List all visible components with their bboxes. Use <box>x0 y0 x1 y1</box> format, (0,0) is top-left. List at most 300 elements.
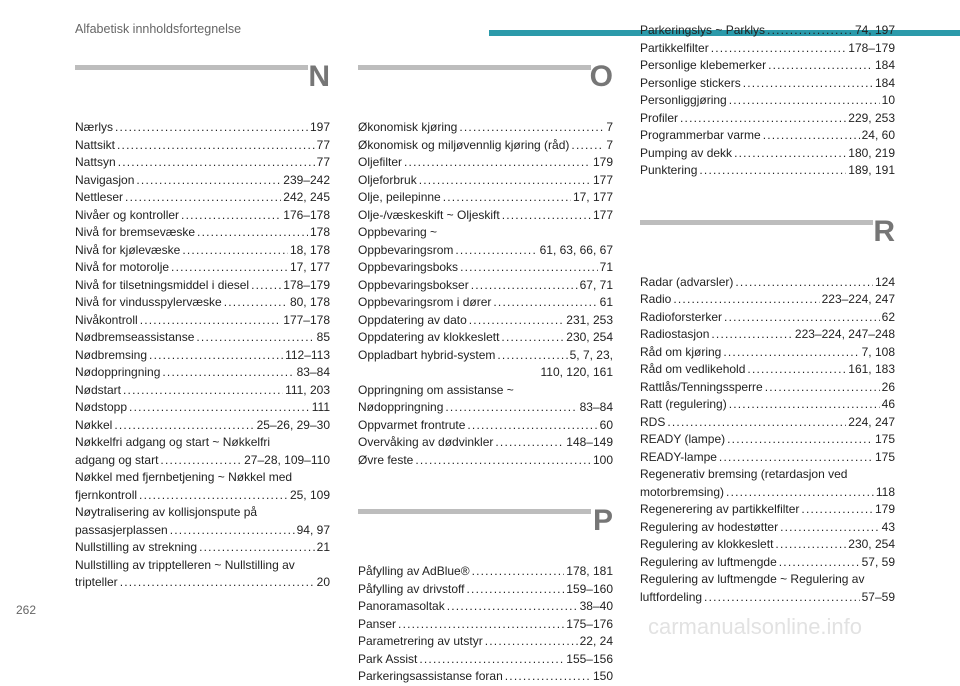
index-entry <box>358 651 613 669</box>
entry-row <box>358 172 613 190</box>
entry-pages: 85 <box>316 330 330 344</box>
index-entry-list <box>75 119 330 592</box>
entry-row <box>358 347 613 365</box>
entry-leader-dots <box>419 651 564 669</box>
entry-pages: 60 <box>599 417 613 432</box>
entry-row <box>640 396 895 414</box>
entry-leader-dots <box>711 40 847 58</box>
watermark: carmanualsonline.info <box>648 614 863 639</box>
entry-pages-continued: 110, 120, 161 <box>540 365 613 379</box>
index-entry <box>75 399 330 417</box>
entry-leader-dots <box>125 189 281 207</box>
entry-text: Nivåer og kontroller <box>75 207 180 222</box>
index-entry <box>75 364 330 382</box>
index-entry <box>358 616 613 634</box>
index-entry <box>640 571 895 606</box>
entry-pages: 230, 254 <box>566 330 613 344</box>
entry-row <box>75 347 330 365</box>
entry-row <box>75 207 330 225</box>
entry-row <box>640 57 895 75</box>
entry-pages: 62 <box>881 309 895 324</box>
entry-leader-dots <box>571 137 604 155</box>
entry-pages: 111, 203 <box>285 382 330 397</box>
entry-pages: 184 <box>874 58 895 72</box>
entry-row <box>358 668 613 686</box>
entry-heading-line: Regenerativ bremsing (retardasjon ved <box>640 467 848 481</box>
entry-row <box>75 259 330 277</box>
entry-row <box>358 452 613 470</box>
entry-text: Nivå for kjølevæske <box>75 242 181 257</box>
section-header <box>358 504 613 563</box>
entry-pages: 242, 245 <box>283 190 330 204</box>
entry-text: Nødbremsing <box>75 347 148 362</box>
entry-leader-dots <box>775 536 846 554</box>
index-entry <box>640 92 895 110</box>
entry-row <box>640 449 895 467</box>
index-entry <box>75 557 330 592</box>
entry-text: Påfylling av drivstoff <box>358 581 465 596</box>
entry-row <box>75 574 330 592</box>
index-entry <box>640 414 895 432</box>
entry-text: luftfordeling <box>640 589 703 604</box>
index-entry <box>358 452 613 470</box>
entry-text: Partikkelfilter <box>640 40 709 55</box>
entry-leader-dots <box>251 277 281 295</box>
entry-leader-dots <box>443 189 571 207</box>
entry-text: Økonomisk kjøring <box>358 120 458 134</box>
entry-text: passasjerplassen <box>75 522 168 537</box>
index-entry-list <box>640 274 895 607</box>
entry-pages: 189, 191 <box>848 163 895 177</box>
entry-text: Råd om vedlikehold <box>640 362 746 376</box>
index-entry <box>640 110 895 128</box>
entry-row <box>75 329 330 347</box>
entry-row <box>640 484 895 502</box>
entry-row <box>358 329 613 347</box>
entry-leader-dots <box>455 242 537 260</box>
entry-text: Profiler <box>640 110 679 125</box>
entry-row <box>640 361 895 379</box>
entry-text: Regenerering av partikkelfilter <box>640 502 800 516</box>
index-entry <box>75 172 330 190</box>
entry-heading-line: Regulering av luftmengde ~ Regulering av <box>640 572 865 586</box>
entry-leader-dots <box>495 434 564 452</box>
entry-text: Øvre feste <box>358 452 414 467</box>
entry-leader-dots <box>505 668 591 686</box>
entry-leader-dots <box>459 119 604 137</box>
entry-heading-line: Nøytralisering av kollisjonspute på <box>75 505 258 519</box>
entry-leader-dots <box>472 563 565 581</box>
entry-text: Olje-/væskeskift ~ Oljeskift <box>358 207 500 222</box>
entry-leader-dots <box>747 361 846 379</box>
entry-pages: 178, 181 <box>566 564 613 578</box>
entry-leader-dots <box>415 452 591 470</box>
index-entry <box>640 40 895 58</box>
entry-row <box>640 309 895 327</box>
entry-leader-dots <box>123 382 283 400</box>
entry-leader-dots <box>667 414 846 432</box>
entry-row <box>75 452 330 470</box>
entry-pages: 223–224, 247–248 <box>794 327 895 341</box>
entry-text: Oppbevaringsbokser <box>358 277 469 292</box>
index-section <box>640 22 895 180</box>
entry-row <box>358 189 613 207</box>
entry-text: Nærlys <box>75 120 113 134</box>
section-letter: N <box>308 60 330 93</box>
entry-text: Rattlås/Tenningssperre <box>640 379 763 394</box>
entry-row <box>75 522 330 540</box>
entry-row <box>358 259 613 277</box>
entry-pages: 150 <box>592 669 613 683</box>
entry-pages: 7 <box>606 137 613 152</box>
entry-row <box>358 563 613 581</box>
entry-leader-dots <box>139 487 288 505</box>
index-entry <box>640 127 895 145</box>
index-entry <box>358 581 613 599</box>
entry-row <box>75 312 330 330</box>
entry-row <box>640 589 895 607</box>
entry-text: Råd om kjøring <box>640 344 722 359</box>
entry-pages: 71 <box>599 260 613 274</box>
entry-text: Radioforsterker <box>640 309 723 324</box>
entry-leader-dots <box>469 312 565 330</box>
index-entry <box>358 434 613 452</box>
entry-text: Radiostasjon <box>640 327 710 341</box>
entry-leader-dots <box>726 484 874 502</box>
entry-text: Nødoppringning <box>75 365 161 379</box>
section-rule <box>358 65 591 70</box>
entry-text: Programmerbar varme <box>640 128 761 142</box>
entry-pages: 231, 253 <box>566 312 613 327</box>
index-entry <box>640 536 895 554</box>
entry-leader-dots <box>162 364 294 382</box>
entry-leader-dots <box>767 22 853 40</box>
section-rule <box>640 220 873 225</box>
entry-row <box>640 110 895 128</box>
index-entry <box>75 347 330 365</box>
entry-leader-dots <box>704 589 860 607</box>
entry-text: Oppbevaringsboks <box>358 260 459 274</box>
entry-text: Personlige stickers <box>640 75 741 90</box>
index-entry <box>640 274 895 292</box>
entry-pages: 155–156 <box>566 651 613 666</box>
entry-leader-dots <box>673 291 819 309</box>
entry-row <box>75 487 330 505</box>
entry-leader-dots <box>181 207 281 225</box>
index-entry <box>75 224 330 242</box>
index-entry <box>640 554 895 572</box>
entry-text: Oppladbart hybrid-system <box>358 347 496 362</box>
entry-leader-dots <box>719 449 873 467</box>
entry-pages: 223–224, 247 <box>821 292 895 306</box>
entry-text: Overvåking av dødvinkler <box>358 435 494 449</box>
entry-row <box>358 581 613 599</box>
section-rule <box>75 65 308 70</box>
entry-text: Navigasjon <box>75 172 135 187</box>
section-rule <box>358 509 591 514</box>
entry-leader-dots <box>497 347 567 365</box>
index-column-2 <box>358 60 613 686</box>
entry-text: RDS <box>640 414 666 429</box>
entry-text: Punktering <box>640 163 698 177</box>
index-entry <box>358 563 613 581</box>
entry-pages: 124 <box>874 274 895 289</box>
entry-row <box>75 399 330 417</box>
entry-heading-line: Oppringning om assistanse ~ <box>358 382 514 397</box>
entry-leader-dots <box>136 172 281 190</box>
entry-row <box>358 434 613 452</box>
index-entry <box>640 501 895 519</box>
index-entry <box>640 326 895 344</box>
index-entry <box>358 119 613 137</box>
index-entry <box>358 277 613 295</box>
index-entry <box>640 162 895 180</box>
entry-leader-dots <box>727 431 873 449</box>
entry-pages: 7 <box>606 120 613 134</box>
entry-pages: 100 <box>592 452 613 467</box>
entry-pages: 77 <box>316 137 330 152</box>
entry-row <box>75 119 330 137</box>
entry-leader-dots <box>460 259 598 277</box>
entry-row <box>640 291 895 309</box>
entry-pages: 175–176 <box>566 616 613 631</box>
entry-leader-dots <box>502 207 591 225</box>
index-entry <box>358 312 613 330</box>
entry-row <box>358 616 613 634</box>
entry-pages: 77 <box>316 155 330 169</box>
entry-leader-dots <box>680 110 846 128</box>
entry-text: Nødbremseassistanse <box>75 330 195 344</box>
entry-text: Nivå for vindusspylervæske <box>75 295 222 309</box>
entry-pages: 46 <box>881 397 895 411</box>
entry-row <box>640 145 895 163</box>
entry-row <box>640 431 895 449</box>
index-entry <box>75 259 330 277</box>
entry-pages: 61, 63, 66, 67 <box>539 242 613 257</box>
entry-text: Nøkkel <box>75 417 113 432</box>
entry-leader-dots <box>768 57 873 75</box>
index-entry <box>75 539 330 557</box>
entry-pages: 25–26, 29–30 <box>256 417 330 432</box>
entry-leader-dots <box>801 501 873 519</box>
entry-row <box>640 554 895 572</box>
entry-row <box>640 162 895 180</box>
entry-row <box>640 127 895 145</box>
section-header <box>640 214 895 274</box>
entry-text: Parkeringslys ~ Parklys <box>640 23 766 37</box>
entry-pages: 18, 178 <box>289 242 330 257</box>
index-entry <box>358 294 613 312</box>
index-entry <box>640 22 895 40</box>
index-entry <box>640 519 895 537</box>
entry-pages: 24, 60 <box>861 128 895 142</box>
entry-row <box>75 417 330 435</box>
entry-row <box>358 399 613 417</box>
entry-leader-dots <box>170 522 295 540</box>
index-entry <box>75 207 330 225</box>
index-entry <box>75 137 330 155</box>
entry-row <box>75 277 330 295</box>
entry-row <box>75 154 330 172</box>
entry-text: Olje, peilepinne <box>358 190 441 204</box>
entry-text: Oljefilter <box>358 155 403 169</box>
entry-text: Parkeringsassistanse foran <box>358 669 503 683</box>
index-entry <box>75 504 330 539</box>
entry-leader-dots <box>419 172 591 190</box>
entry-text: Radio <box>640 292 672 306</box>
entry-row <box>640 344 895 362</box>
index-entry <box>358 633 613 651</box>
entry-text: Nivå for tilsetningsmiddel i diesel <box>75 277 250 292</box>
index-entry-list <box>640 22 895 180</box>
entry-leader-dots <box>129 399 310 417</box>
entry-leader-dots <box>699 162 846 180</box>
entry-leader-dots <box>171 259 288 277</box>
index-section <box>358 504 613 686</box>
entry-leader-dots <box>735 274 873 292</box>
entry-text: Ratt (regulering) <box>640 397 727 411</box>
entry-pages: 177 <box>592 172 613 187</box>
index-entry <box>640 344 895 362</box>
entry-row <box>75 364 330 382</box>
entry-heading-line: Nullstilling av tripptelleren ~ Nullstilling av <box>75 557 295 572</box>
index-entry <box>358 668 613 686</box>
entry-text: motorbremsing) <box>640 484 725 499</box>
entry-leader-dots <box>115 119 308 137</box>
entry-text: Regulering av luftmengde <box>640 554 777 569</box>
entry-text: Regulering av klokkeslett <box>640 537 774 551</box>
entry-leader-dots <box>467 417 597 435</box>
entry-heading-line: Oppbevaring ~ <box>358 225 438 239</box>
entry-text: Oppvarmet frontrute <box>358 417 466 432</box>
entry-leader-dots <box>734 145 846 163</box>
entry-row <box>358 312 613 330</box>
entry-pages: 178–179 <box>283 277 330 292</box>
entry-text: Park Assist <box>358 651 418 666</box>
entry-row <box>358 633 613 651</box>
index-entry <box>75 417 330 435</box>
section-letter: P <box>592 504 613 537</box>
section-letter: R <box>873 214 895 248</box>
index-entry <box>75 189 330 207</box>
entry-row <box>75 539 330 557</box>
entry-text: Oppbevaringsrom i dører <box>358 295 492 309</box>
entry-pages: 118 <box>875 484 895 499</box>
entry-row <box>75 382 330 400</box>
entry-leader-dots <box>140 312 282 330</box>
entry-row <box>640 379 895 397</box>
entry-row <box>75 137 330 155</box>
entry-text: Nullstilling av strekning <box>75 540 198 554</box>
entry-text: Oppdatering av klokkeslett <box>358 330 500 344</box>
entry-leader-dots <box>779 554 860 572</box>
entry-pages: 175 <box>874 449 895 464</box>
entry-row <box>640 75 895 93</box>
entry-pages: 94, 97 <box>296 522 330 537</box>
index-column-1 <box>75 60 330 592</box>
entry-pages: 61 <box>599 295 613 309</box>
entry-row <box>640 501 895 519</box>
entry-row <box>640 414 895 432</box>
entry-heading-line: Nøkkelfri adgang og start ~ Nøkkelfri <box>75 435 271 449</box>
entry-row <box>640 326 895 344</box>
entry-leader-dots <box>780 519 880 537</box>
entry-pages: 161, 183 <box>848 362 895 376</box>
entry-leader-dots <box>729 396 880 414</box>
entry-pages: 230, 254 <box>848 537 895 551</box>
entry-leader-dots <box>404 154 591 172</box>
index-entry <box>75 277 330 295</box>
index-entry <box>640 145 895 163</box>
entry-row <box>75 294 330 312</box>
index-section <box>640 214 895 607</box>
entry-leader-dots <box>398 616 564 634</box>
entry-row <box>358 242 613 260</box>
entry-row <box>640 22 895 40</box>
index-entry <box>358 598 613 616</box>
index-entry <box>75 434 330 469</box>
entry-leader-dots <box>224 294 288 312</box>
entry-row <box>358 417 613 435</box>
section-letter: O <box>589 60 613 93</box>
entry-row <box>640 92 895 110</box>
entry-row <box>75 242 330 260</box>
entry-pages: 57, 59 <box>861 554 895 569</box>
entry-pages: 177–178 <box>283 312 330 327</box>
entry-text: Regulering av hodestøtter <box>640 519 779 534</box>
index-entry <box>358 137 613 155</box>
entry-text: Nettleser <box>75 190 124 204</box>
index-entry-list <box>358 119 613 469</box>
entry-pages: 27–28, 109–110 <box>244 452 330 467</box>
index-entry <box>358 224 613 259</box>
entry-leader-dots <box>724 309 880 327</box>
entry-text: Panoramasoltak <box>358 599 445 613</box>
page-number: 262 <box>16 603 37 617</box>
entry-text: Oppdatering av dato <box>358 312 467 327</box>
entry-pages: 177 <box>592 207 613 222</box>
index-entry <box>640 449 895 467</box>
index-entry-list <box>358 563 613 686</box>
index-entry <box>358 189 613 207</box>
entry-text: Nivåkontroll <box>75 312 138 327</box>
entry-row <box>75 224 330 242</box>
index-entry <box>75 329 330 347</box>
entry-row <box>358 154 613 172</box>
entry-leader-dots <box>447 598 578 616</box>
entry-row <box>640 536 895 554</box>
index-entry <box>75 469 330 504</box>
entry-text: Personlige klebemerker <box>640 58 767 72</box>
entry-text: Nødstopp <box>75 400 128 414</box>
index-entry <box>640 361 895 379</box>
entry-pages: 67, 71 <box>579 277 613 292</box>
index-entry <box>640 431 895 449</box>
entry-pages: 197 <box>309 120 330 134</box>
entry-pages: 184 <box>874 75 895 90</box>
entry-text: Nivå for bremsevæske <box>75 225 196 239</box>
entry-leader-dots <box>120 574 315 592</box>
entry-pages: 159–160 <box>566 581 613 596</box>
entry-leader-dots <box>501 329 564 347</box>
entry-row <box>640 519 895 537</box>
entry-pages: 20 <box>316 575 330 589</box>
index-entry <box>640 309 895 327</box>
entry-pages: 179 <box>592 155 613 169</box>
entry-row <box>75 189 330 207</box>
entry-leader-dots <box>711 326 793 344</box>
entry-leader-dots <box>765 379 880 397</box>
